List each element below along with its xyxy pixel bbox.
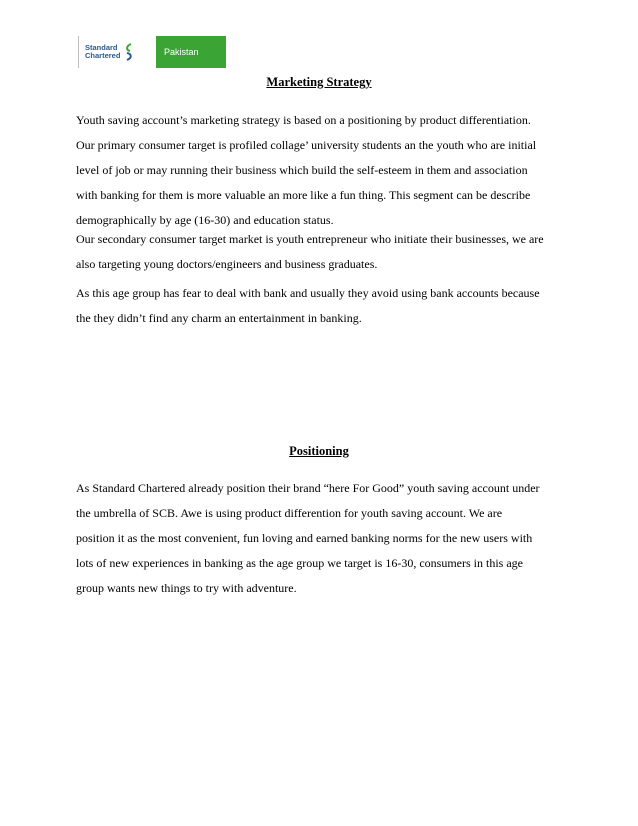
logo-swirl-icon: [124, 43, 134, 61]
text-line: lots of new experiences in banking as the age group we target is 16-30, consumers in this age: [76, 556, 523, 570]
section-heading-positioning: Positioning: [289, 444, 349, 458]
text-line: As this age group has fear to deal with bank and usually they avoid using bank accounts because: [76, 286, 540, 300]
logo-region-block: [156, 36, 226, 68]
paragraph-marketing-1: [76, 108, 566, 233]
logo-brand-text: [85, 44, 120, 61]
text-line: Youth saving account’s marketing strategy is based on a positioning by product differentiation.: [76, 113, 531, 127]
text-line: Our primary consumer target is profiled collage’ university students an the youth who are initial: [76, 138, 537, 152]
text-line: with banking for them is more valuable an more like a fun thing. This segment can be describe: [76, 188, 531, 202]
text-line: the umbrella of SCB. Awe is using product differention for youth saving account. We are: [76, 506, 503, 520]
text-line: the they didn’t find any charm an entertainment in banking.: [76, 311, 362, 325]
logo-brand-line2: Chartered: [85, 51, 121, 60]
text-line: position it as the most convenient, fun loving and earned banking norms for the new users with: [76, 531, 533, 545]
text-line: demographically by age (16-30) and education status.: [76, 213, 334, 227]
paragraph-positioning-1: [76, 476, 566, 601]
text-line: Our secondary consumer target market is youth entrepreneur who initiate their businesses, we are: [76, 232, 544, 246]
standard-chartered-logo: [78, 36, 226, 68]
paragraph-marketing-3: [76, 281, 566, 331]
logo-region-text: Pakistan: [164, 47, 199, 57]
text-line: As Standard Chartered already position their brand “here For Good” youth saving account under: [76, 481, 540, 495]
logo-brand-block: [78, 36, 156, 68]
section-heading-marketing-strategy: Marketing Strategy: [266, 75, 372, 89]
text-line: also targeting young doctors/engineers and business graduates.: [76, 257, 378, 271]
text-line: group wants new things to try with adventure.: [76, 581, 297, 595]
text-line: level of job or may running their business which build the self-esteem in them and association: [76, 163, 528, 177]
logo-brand-line1: Standard: [85, 42, 118, 52]
paragraph-marketing-2: [76, 227, 566, 277]
